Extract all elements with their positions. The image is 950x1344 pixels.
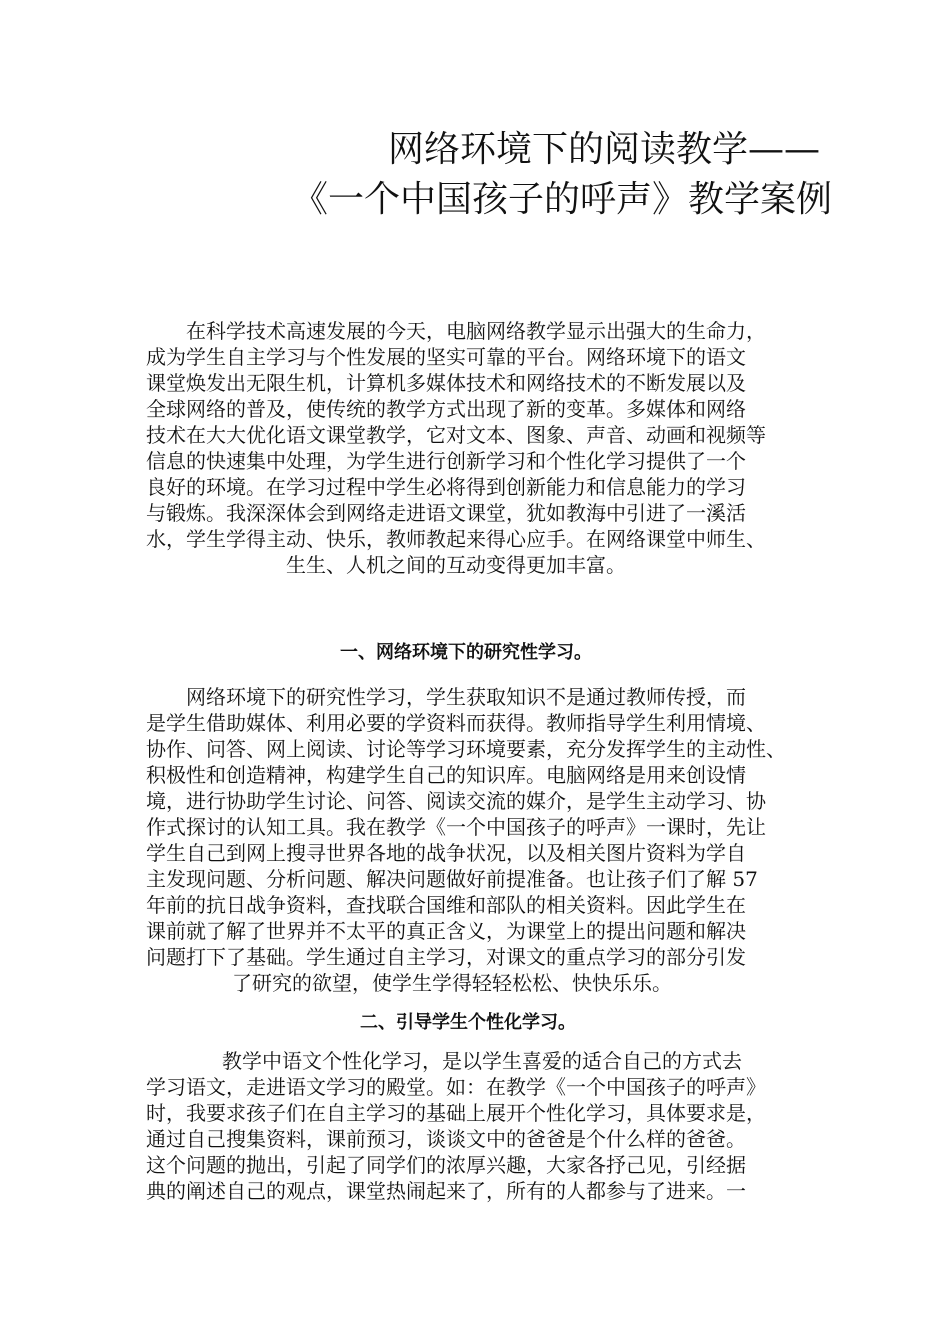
section-2-paragraph [146, 1048, 808, 1204]
text-line: 协作、问答、网上阅读、讨论等学习环境要素，充分发挥学生的主动性、 [146, 737, 786, 761]
text-line: 课前就了解了世界并不太平的真正含义，为课堂上的提出问题和解决 [146, 919, 746, 943]
text-line: 年前的抗日战争资料，查找联合国维和部队的相关资料。因此学生在 [146, 893, 746, 917]
text-line: 积极性和创造精神，构建学生自己的知识库。电脑网络是用来创设情 [146, 763, 746, 787]
text-line: 典的阐述自己的观点，课堂热闹起来了，所有的人都参与了进来。一 [146, 1179, 746, 1203]
text-line: 学生自己到网上搜寻世界各地的战争状况，以及相关图片资料为学自 [146, 841, 746, 865]
text-line: 是学生借助媒体、利用必要的学资料而获得。教师指导学生利用情境、 [146, 711, 766, 735]
text-line: 良好的环境。在学习过程中学生必将得到创新能力和信息能力的学习 [146, 475, 746, 499]
text-line: 网络环境下的研究性学习，学生获取知识不是通过教师传授，而 [186, 685, 746, 709]
text-line: 境，进行协助学生讨论、问答、阅读交流的媒介，是学生主动学习、协 [146, 789, 766, 813]
text-line: 在科学技术高速发展的今天，电脑网络教学显示出强大的生命力， [186, 319, 766, 343]
text-line: 成为学生自主学习与个性发展的坚实可靠的平台。网络环境下的语文 [146, 345, 746, 369]
text-line: 问题打下了基础。学生通过自主学习，对课文的重点学习的部分引发 [146, 945, 746, 969]
text-line: 技术在大大优化语文课堂教学，它对文本、图象、声音、动画和视频等 [146, 423, 766, 447]
text-line: 学习语文，走进语文学习的殿堂。如：在教学《一个中国孩子的呼声》 [146, 1075, 766, 1099]
text-line: 了研究的欲望，使学生学得轻轻松松、快快乐乐。 [232, 971, 672, 995]
text-line: 课堂焕发出无限生机，计算机多媒体技术和网络技术的不断发展以及 [146, 371, 746, 395]
text-line: 这个问题的抛出，引起了同学们的浓厚兴趣，大家各抒己见，引经据 [146, 1153, 746, 1177]
text-line: 全球网络的普及，使传统的教学方式出现了新的变革。多媒体和网络 [146, 397, 746, 421]
text-line: 时，我要求孩子们在自主学习的基础上展开个性化学习，具体要求是， [146, 1101, 766, 1125]
title-line-2: 《一个中国孩子的呼声》教学案例 [292, 179, 833, 220]
section-2-heading: 二、引导学生个性化学习。 [360, 1012, 576, 1033]
title-line-1: 网络环境下的阅读教学—— [388, 129, 821, 170]
intro-paragraph [146, 318, 808, 578]
text-line: 主发现问题、分析问题、解决问题做好前提准备。也让孩子们了解 57 [146, 867, 758, 891]
text-line: 水，学生学得主动、快乐，教师教起来得心应手。在网络课堂中师生、 [146, 527, 766, 551]
text-line: 生生、人机之间的互动变得更加丰富。 [286, 553, 626, 577]
text-line: 通过自己搜集资料，课前预习，谈谈文中的爸爸是个什么样的爸爸。 [146, 1127, 746, 1151]
section-1-heading: 一、网络环境下的研究性学习。 [340, 642, 592, 663]
text-line: 信息的快速集中处理，为学生进行创新学习和个性化学习提供了一个 [146, 449, 746, 473]
section-1-paragraph [146, 684, 808, 996]
text-line: 教学中语文个性化学习，是以学生喜爱的适合自己的方式去 [222, 1049, 742, 1073]
text-line: 与锻炼。我深深体会到网络走进语文课堂，犹如教海中引进了一溪活 [146, 501, 746, 525]
text-line: 作式探讨的认知工具。我在教学《一个中国孩子的呼声》一课时，先让 [146, 815, 766, 839]
